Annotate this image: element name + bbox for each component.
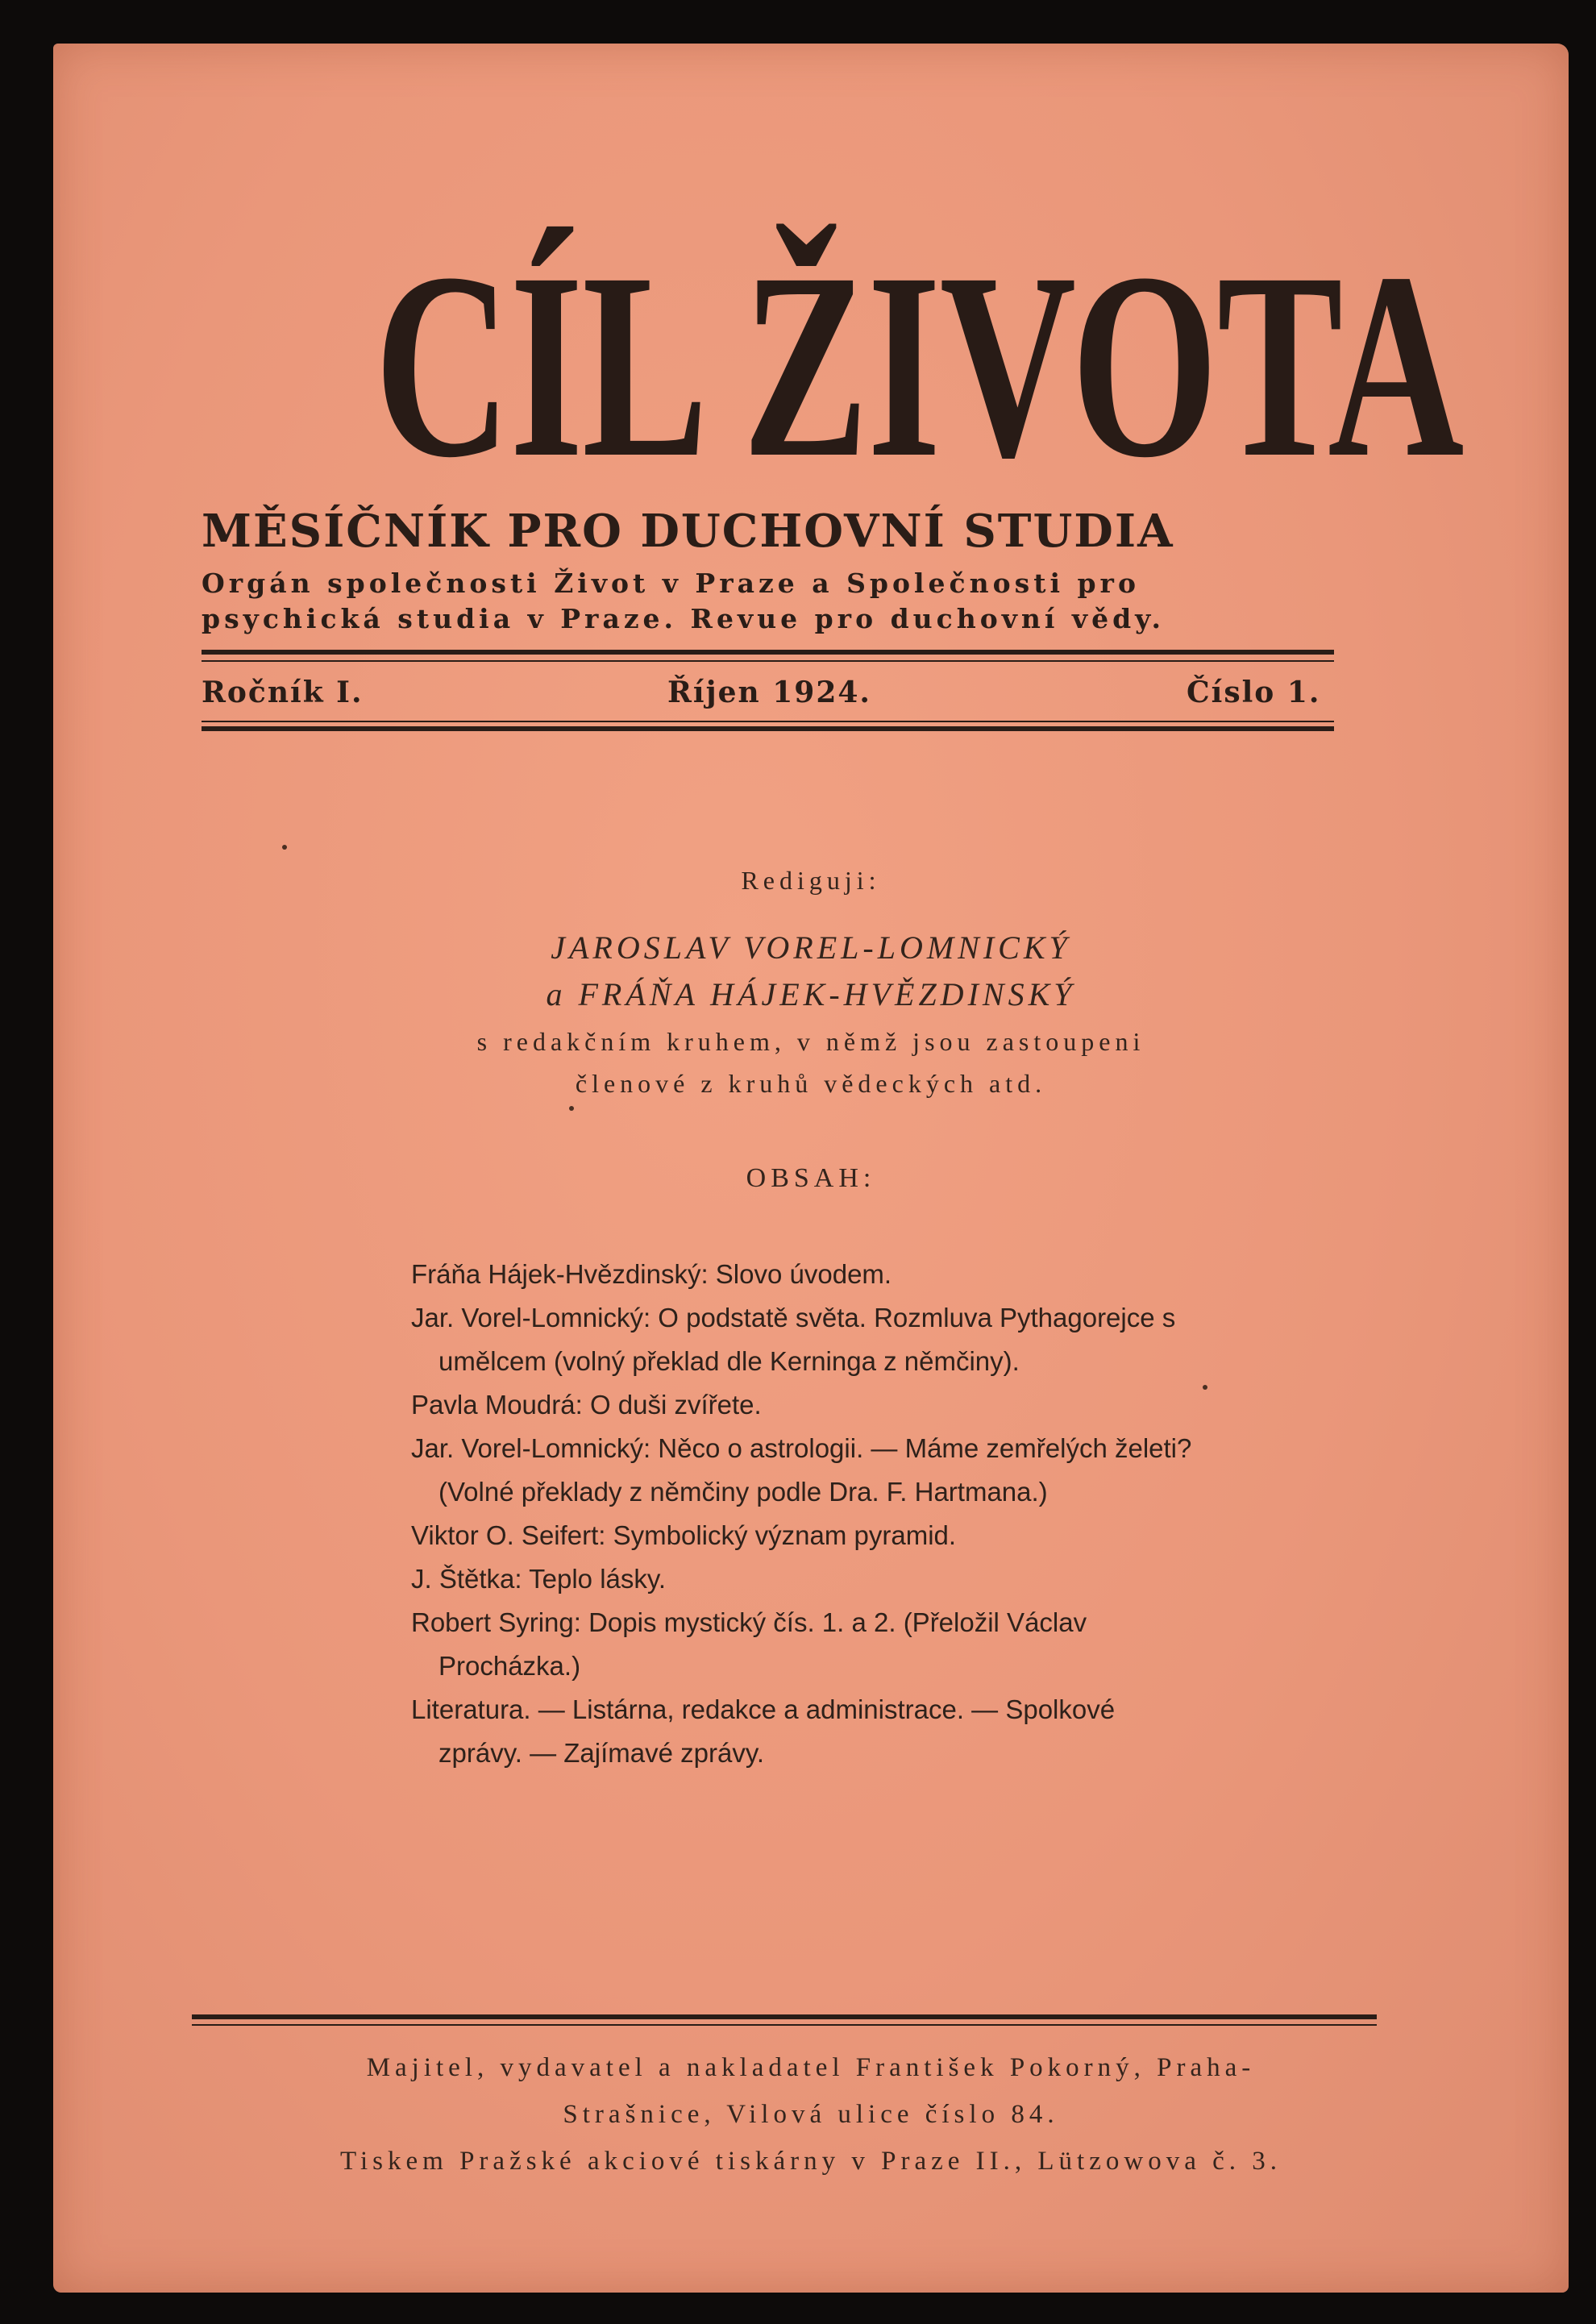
organ-line-2: psychická studia v Praze. Revue pro duchovní vědy.	[202, 603, 1166, 634]
issue-number: Číslo 1.	[1187, 676, 1321, 709]
imprint-line-3: Tiskem Pražské akciové tiskárny v Praze II., Lützowova č. 3.	[340, 2147, 1282, 2176]
paper-speck	[569, 1106, 574, 1111]
editors-note-line-1: s redakčním kruhem, v němž jsou zastoupeni	[476, 1027, 1145, 1056]
header-rule-bottom-thin	[202, 721, 1334, 722]
toc-entry: Jar. Vorel-Lomnický: Něco o astrologii. — Máme zemřelých želeti? (Volné překlady z němčiny podle Dra. F. Hartmana.)	[411, 1433, 1192, 1507]
header-rule-top-thin	[202, 660, 1334, 662]
table-of-contents	[411, 1253, 1201, 1775]
header-rule-top	[202, 650, 1334, 655]
toc-entry: Viktor O. Seifert: Symbolický význam pyramid.	[411, 1520, 957, 1550]
imprint	[53, 2044, 1569, 2185]
editors-note-line-2: členové z kruhů vědeckých atd.	[575, 1069, 1047, 1098]
toc-entry: Robert Syring: Dopis mystický čís. 1. a 2. (Přeložil Václav Procházka.)	[411, 1607, 1087, 1681]
editor-conjunction: a	[546, 976, 567, 1012]
header-rule-bottom	[202, 726, 1334, 731]
toc-entry: Jar. Vorel-Lomnický: O podstatě světa. Rozmluva Pythagorejce s umělcem (volný překlad dle Kerninga z němčiny).	[411, 1303, 1176, 1376]
paper-speck	[1203, 1385, 1207, 1390]
editors-section	[53, 856, 1569, 1104]
issue-date: Říjen 1924.	[667, 676, 871, 709]
imprint-line-2: Strašnice, Vilová ulice číslo 84.	[563, 2100, 1059, 2129]
contents-heading: OBSAH:	[746, 1163, 876, 1193]
editors-heading: Rediguji:	[741, 866, 881, 895]
footer-rule-thin	[192, 2024, 1377, 2026]
toc-entry: Fráňa Hájek-Hvězdinský: Slovo úvodem.	[411, 1259, 892, 1289]
paper-speck	[282, 845, 287, 850]
magazine-cover	[53, 44, 1569, 2293]
editor-2-line	[53, 972, 1569, 1017]
editor-1: JAROSLAV VOREL-LOMNICKÝ	[551, 929, 1071, 966]
toc-entry: J. Štětka: Teplo lásky.	[411, 1564, 667, 1594]
issue-volume: Ročník I.	[202, 676, 364, 709]
editor-2: FRÁŇA HÁJEK-HVĚZDINSKÝ	[578, 976, 1076, 1012]
masthead-title: CÍL ŽIVOTA	[374, 218, 1464, 513]
organ-line-1: Orgán společnosti Život v Praze a Společnosti pro	[202, 567, 1140, 599]
toc-entry: Literatura. — Listárna, redakce a administrace. — Spolkové zprávy. — Zajímavé zprávy.	[411, 1694, 1116, 1768]
footer-rule	[192, 2014, 1377, 2019]
imprint-line-1: Majitel, vydavatel a nakladatel František Pokorný, Praha-	[366, 2053, 1256, 2082]
masthead-subtitle: MĚSÍČNÍK PRO DUCHOVNÍ STUDIA	[202, 505, 1174, 558]
toc-entry: Pavla Moudrá: O duši zvířete.	[411, 1390, 762, 1420]
